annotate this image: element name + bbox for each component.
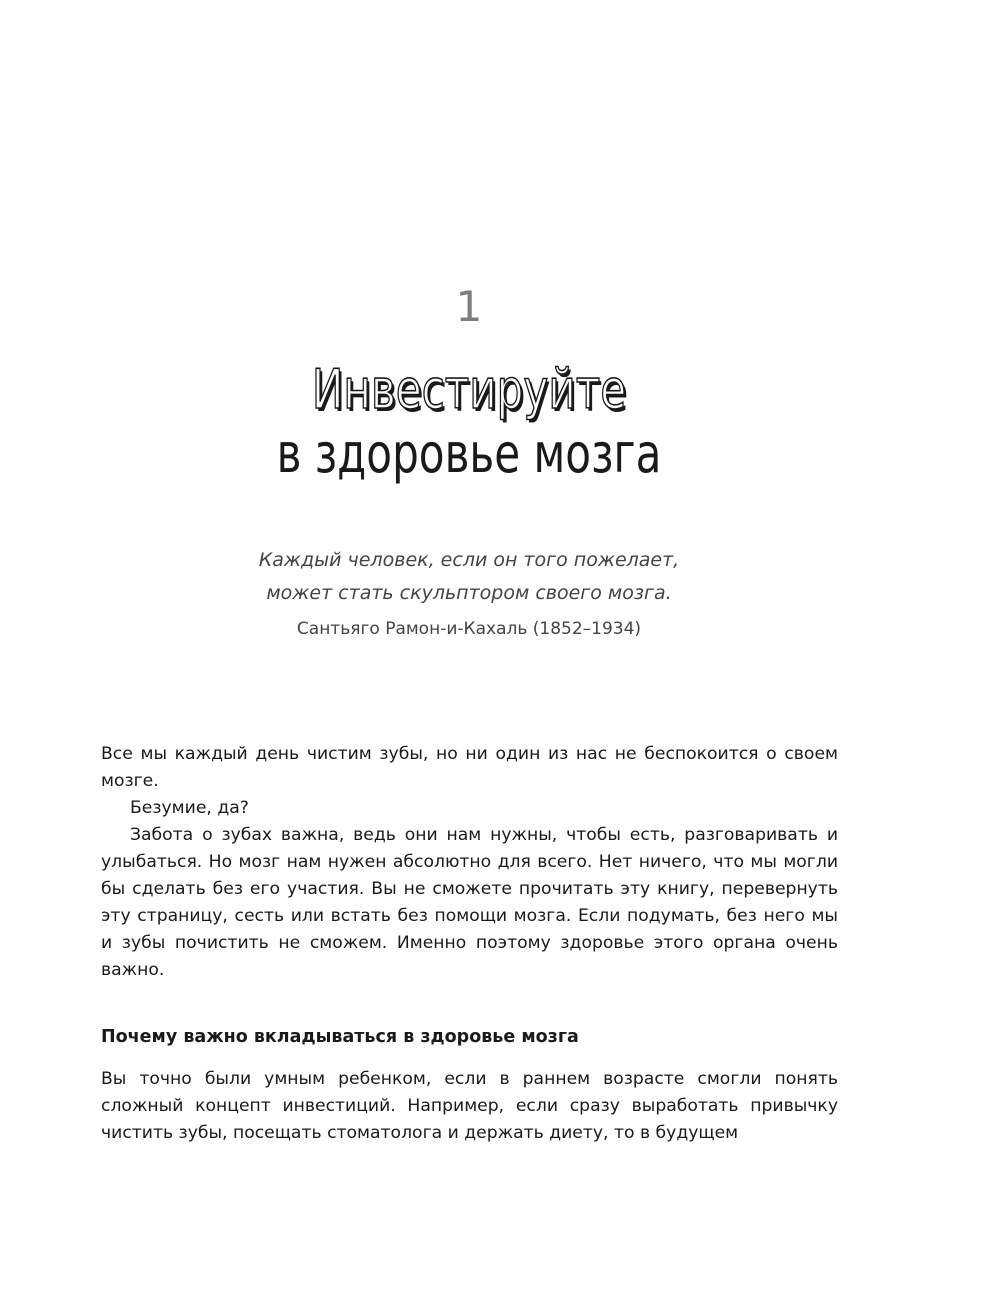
- body-text: [101, 741, 838, 984]
- section-body: [101, 1066, 838, 1147]
- epigraph-author: Сантьяго Рамон-и-Кахаль (1852–1934): [296, 619, 642, 639]
- paragraph-3: Забота о зубах важна, ведь они нам нужны, чтобы есть, разговаривать и улыбаться. Но мозг нам нужен абсолютно для всего. Нет ничего, что мы могли бы сделать без его участия. Вы не сможете прочитать эту книгу, перевернуть эту страницу, сесть или встать без помощи мозга. Если подумать, без него мы и зубы почистить не сможем. Именно поэтому здоровье этого органа очень важно.: [101, 825, 838, 980]
- section-heading: Почему важно вкладываться в здоровье мозга: [101, 1027, 579, 1047]
- chapter-title-line-1: Инвестируйте: [311, 358, 627, 421]
- epigraph-quote-line-1: Каждый человек, если он того пожелает,: [258, 549, 680, 571]
- section-paragraph: Вы точно были умным ребенком, если в раннем возрасте смогли понять сложный концепт инвестиций. Например, если сразу выработать привычку чистить зубы, посещать стоматолога и держать диету, то в будущем: [101, 1069, 838, 1143]
- chapter-number: 1: [455, 282, 483, 331]
- chapter-title: [103, 358, 835, 486]
- paragraph-2: Безумие, да?: [130, 798, 249, 818]
- paragraph-1: Все мы каждый день чистим зубы, но ни один из нас не беспокоится о своем мозге.: [101, 744, 838, 791]
- epigraph-quote-line-2: может стать скульптором своего мозга.: [266, 582, 672, 604]
- epigraph: [0, 544, 938, 644]
- chapter-title-line-2: в здоровье мозга: [276, 422, 662, 485]
